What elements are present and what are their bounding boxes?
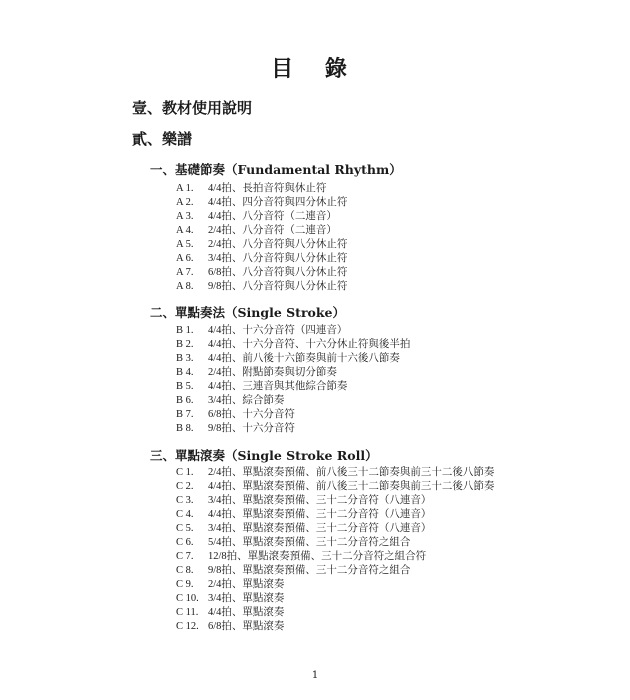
entry-desc: 、綜合節奏 [231,394,285,406]
entry-meter: 2/4拍 [208,579,232,590]
entry-desc: 、長拍音符與休止符 [231,182,327,194]
entry-code: C 8. [176,565,194,576]
toc-entry-a4 [176,222,337,237]
entry-code: C 11. [176,607,199,618]
entry-meter: 4/4拍 [208,183,232,194]
entry-desc: 、附點節奏與切分節奏 [231,366,337,378]
entry-code: C 5. [176,523,194,534]
entry-meter: 2/4拍 [208,467,232,478]
entry-code: C 9. [176,579,194,590]
entry-desc: 、三連音與其他綜合節奏 [231,380,348,392]
entry-desc: 、單點滾奏預備、三十二分音符之組合 [231,564,411,576]
entry-meter: 4/4拍 [208,339,232,350]
toc-entry-b3 [176,350,400,365]
entry-desc: 、單點滾奏 [231,578,285,590]
entry-code: A 5. [176,239,194,250]
entry-desc: 、八分音符（二連音） [231,210,337,222]
entry-desc: 、八分音符與八分休止符 [231,266,348,278]
entry-desc: 、四分音符與四分休止符 [231,196,348,208]
entry-code: A 7. [176,267,194,278]
entry-code: C 4. [176,509,194,520]
entry-meter: 5/4拍 [208,537,232,548]
toc-entry-c9 [176,576,284,591]
entry-desc: 、前八後十六節奏與前十六後八節奏 [231,352,400,364]
part-heading-instructions: 壹、教材使用說明 [132,99,253,117]
entry-meter: 6/8拍 [208,621,232,632]
entry-desc: 、單點滾奏預備、前八後三十二節奏與前三十二後八節奏 [231,480,495,492]
toc-entry-c2 [176,478,494,493]
entry-meter: 9/8拍 [208,281,232,292]
entry-meter: 12/8拍 [208,551,238,562]
toc-entry-c10 [176,590,284,605]
entry-meter: 4/4拍 [208,607,232,618]
entry-code: A 2. [176,197,194,208]
entry-desc: 、單點滾奏 [231,592,285,604]
toc-entry-c11 [176,604,284,619]
section-heading-fundamental-rhythm: 一、基礎節奏（Fundamental Rhythm） [150,162,402,177]
entry-desc: 、八分音符（二連音） [231,224,337,236]
entry-meter: 4/4拍 [208,325,232,336]
entry-meter: 2/4拍 [208,239,232,250]
entry-meter: 3/4拍 [208,495,232,506]
entry-code: B 2. [176,339,194,350]
toc-entry-a2 [176,194,347,209]
toc-entry-c5 [176,520,431,535]
entry-desc: 、十六分音符（四連音） [231,324,348,336]
entry-meter: 4/4拍 [208,509,232,520]
entry-meter: 3/4拍 [208,253,232,264]
entry-desc: 、單點滾奏預備、三十二分音符之組合符 [237,550,427,562]
toc-entry-a6 [176,250,347,265]
toc-entry-c4 [176,506,431,521]
entry-meter: 3/4拍 [208,395,232,406]
toc-entry-a7 [176,264,347,279]
entry-code: C 12. [176,621,199,632]
entry-code: A 6. [176,253,194,264]
entry-meter: 4/4拍 [208,211,232,222]
entry-code: A 8. [176,281,194,292]
entry-meter: 3/4拍 [208,523,232,534]
entry-code: C 6. [176,537,194,548]
toc-entry-b4 [176,364,337,379]
toc-entry-c6 [176,534,410,549]
page-number: 1 [311,670,319,681]
toc-entry-b7 [176,406,295,421]
section-heading-single-stroke: 二、單點奏法（Single Stroke） [150,305,345,320]
toc-entry-b8 [176,420,295,435]
page-title: 目 錄 [271,56,359,82]
toc-entry-b1 [176,322,347,337]
toc-entry-a5 [176,236,347,251]
entry-desc: 、單點滾奏預備、三十二分音符（八連音） [231,522,432,534]
toc-entry-a1 [176,180,326,195]
entry-meter: 4/4拍 [208,381,232,392]
entry-desc: 、單點滾奏預備、三十二分音符之組合 [231,536,411,548]
entry-meter: 9/8拍 [208,565,232,576]
entry-desc: 、八分音符與八分休止符 [231,238,348,250]
entry-code: C 3. [176,495,194,506]
entry-desc: 、八分音符與八分休止符 [231,252,348,264]
toc-entry-c8 [176,562,410,577]
entry-code: A 3. [176,211,194,222]
entry-meter: 2/4拍 [208,225,232,236]
entry-meter: 6/8拍 [208,409,232,420]
toc-entry-c7 [176,548,426,563]
toc-entry-b5 [176,378,347,393]
entry-code: C 1. [176,467,194,478]
entry-code: B 6. [176,395,194,406]
toc-entry-b2 [176,336,410,351]
toc-entry-b6 [176,392,284,407]
entry-desc: 、單點滾奏預備、三十二分音符（八連音） [231,494,432,506]
entry-meter: 4/4拍 [208,353,232,364]
entry-code: C 10. [176,593,199,604]
toc-entry-a3 [176,208,337,223]
part-heading-scores: 貳、樂譜 [132,130,193,148]
entry-code: A 4. [176,225,194,236]
entry-code: C 2. [176,481,194,492]
entry-desc: 、單點滾奏預備、前八後三十二節奏與前三十二後八節奏 [231,466,495,478]
entry-code: B 8. [176,423,194,434]
entry-desc: 、單點滾奏 [231,620,285,632]
entry-desc: 、八分音符與八分休止符 [231,280,348,292]
entry-meter: 6/8拍 [208,267,232,278]
entry-desc: 、十六分音符 [231,422,295,434]
entry-code: B 5. [176,381,194,392]
entry-desc: 、單點滾奏預備、三十二分音符（八連音） [231,508,432,520]
entry-code: C 7. [176,551,194,562]
entry-meter: 3/4拍 [208,593,232,604]
entry-code: B 4. [176,367,194,378]
entry-meter: 4/4拍 [208,197,232,208]
entry-meter: 4/4拍 [208,481,232,492]
toc-entry-a8 [176,278,347,293]
toc-entry-c12 [176,618,284,633]
entry-desc: 、十六分音符、十六分休止符與後半拍 [231,338,411,350]
entry-code: A 1. [176,183,194,194]
entry-desc: 、單點滾奏 [231,606,285,618]
toc-entry-c1 [176,464,494,479]
section-heading-single-stroke-roll: 三、單點滾奏（Single Stroke Roll） [150,448,378,463]
toc-entry-c3 [176,492,431,507]
entry-code: B 7. [176,409,194,420]
entry-meter: 9/8拍 [208,423,232,434]
entry-meter: 2/4拍 [208,367,232,378]
entry-desc: 、十六分音符 [231,408,295,420]
entry-code: B 1. [176,325,194,336]
entry-code: B 3. [176,353,194,364]
